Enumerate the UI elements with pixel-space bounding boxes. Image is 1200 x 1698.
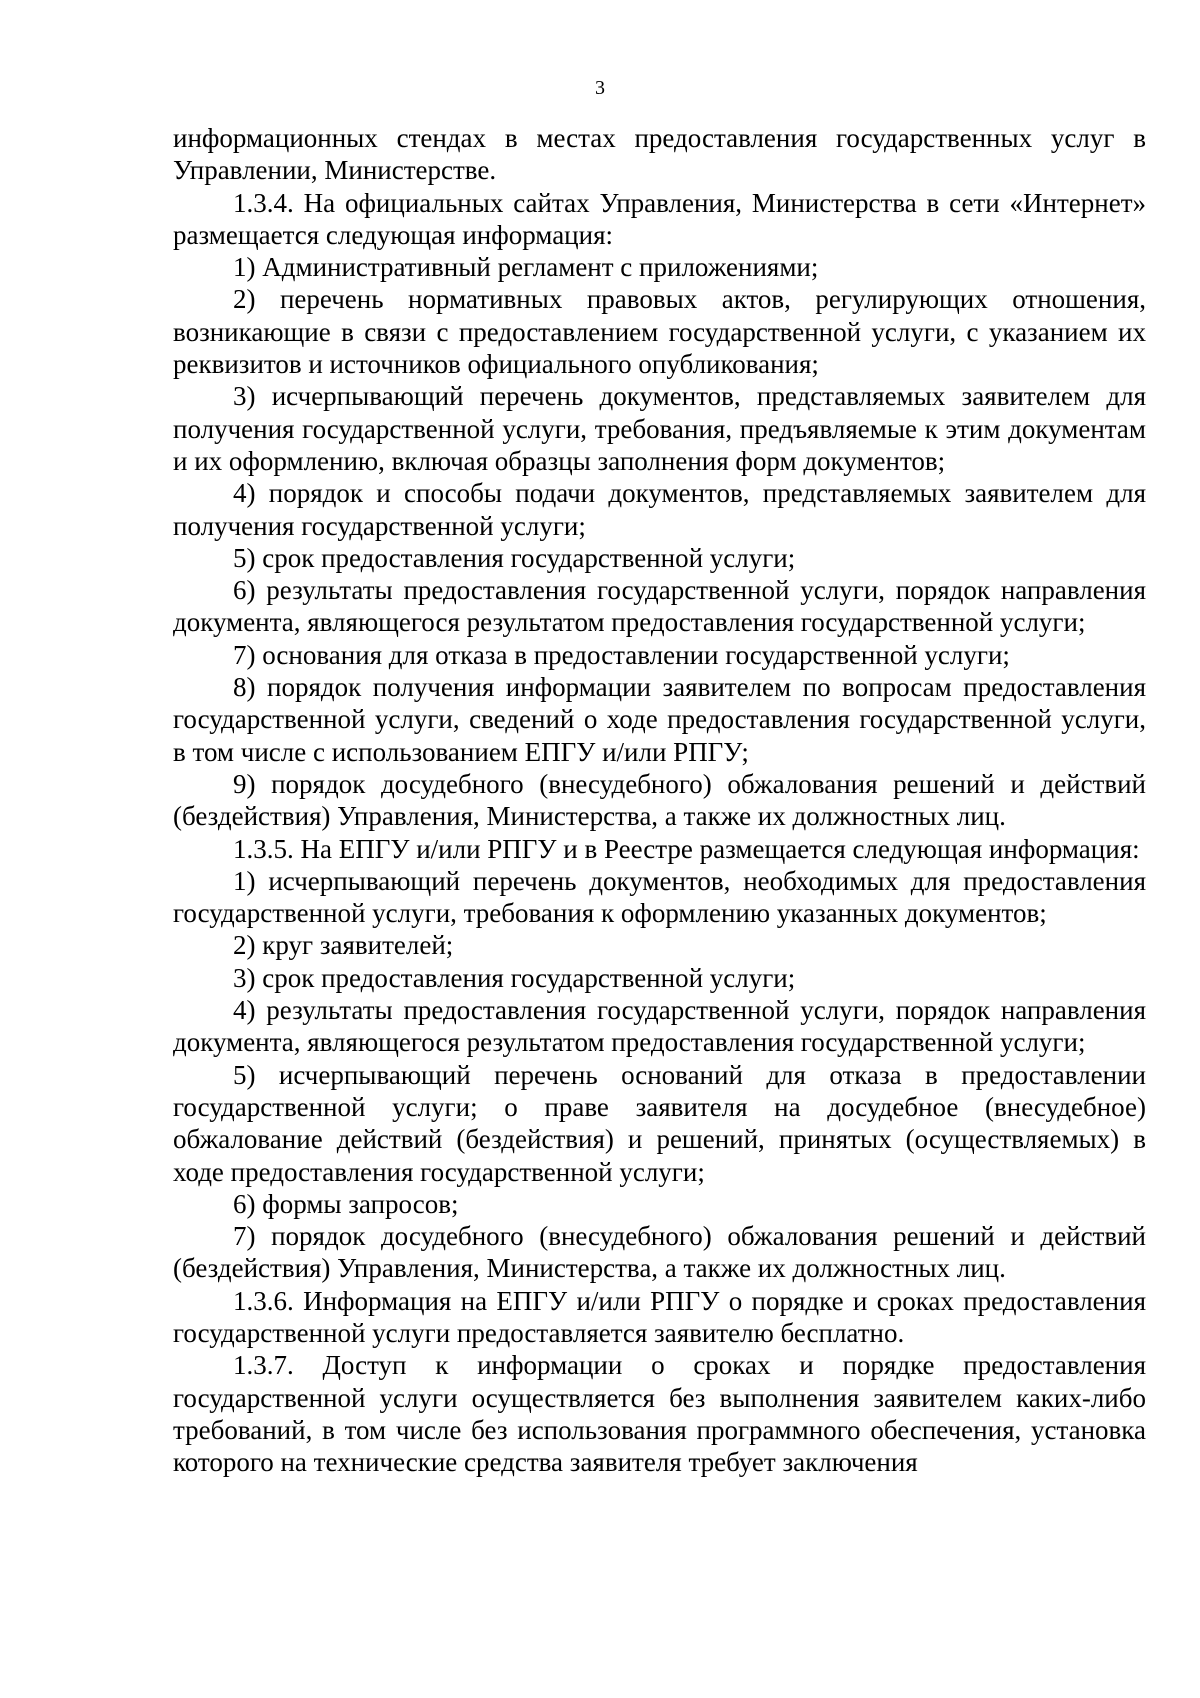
list-item: 3) срок предоставления государственной услуги; (233, 962, 796, 993)
list-item: 6) результаты предоставления государственной услуги, порядок направления документа, являющегося результатом предоставления государственной услуги; (173, 575, 1146, 638)
list-item: 2) круг заявителей; (233, 930, 454, 961)
section-1-3-7: 1.3.7. Доступ к информации о сроках и порядке предоставления государственной услуги осуществляется без выполнения заявителем каких-либо требований, в том числе без использования программного обеспечения, установка которого на технические средства заявителя требует заключения (173, 1350, 1146, 1478)
section-1-3-6: 1.3.6. Информация на ЕПГУ и/или РПГУ о порядке и сроках предоставления государственной услуги предоставляется заявителю бесплатно. (173, 1285, 1146, 1348)
list-item: 3) исчерпывающий перечень документов, представляемых заявителем для получения государственной услуги, требования, предъявляемые к этим документам и их оформлению, включая образцы заполнения форм документов; (173, 381, 1146, 476)
paragraph-continuation: информационных стендах в местах предоставления государственных услуг в Управлении, Министерстве. (173, 123, 1146, 186)
list-item: 1) исчерпывающий перечень документов, необходимых для предоставления государственной услуги, требования к оформлению указанных документов; (173, 865, 1146, 929)
list-item: 1) Административный регламент с приложениями; (233, 252, 819, 283)
list-item: 8) порядок получения информации заявителем по вопросам предоставления государственной услуги, сведений о ходе предоставления государственной услуги, в том числе с использованием ЕПГУ и/или РПГУ; (173, 672, 1146, 767)
section-1-3-5: 1.3.5. На ЕПГУ и/или РПГУ и в Реестре размещается следующая информация: (233, 833, 1140, 864)
page-number: 3 (595, 77, 605, 99)
list-item: 6) формы запросов; (233, 1188, 459, 1219)
list-item: 7) основания для отказа в предоставлении государственной услуги; (233, 639, 1010, 670)
list-item: 5) срок предоставления государственной услуги; (233, 542, 796, 573)
section-1-3-4: 1.3.4. На официальных сайтах Управления, Министерства в сети «Интернет» размещается следующая информация: (173, 187, 1146, 250)
list-item: 4) результаты предоставления государственной услуги, порядок направления документа, являющегося результатом предоставления государственной услуги; (173, 995, 1146, 1058)
document-body (173, 122, 1146, 1478)
list-item: 9) порядок досудебного (внесудебного) обжалования решений и действий (бездействия) Управления, Министерства, а также их должностных лиц. (173, 768, 1146, 832)
list-item: 2) перечень нормативных правовых актов, регулирующих отношения, возникающие в связи с предоставлением государственной услуги, с указанием их реквизитов и источников официального опубликования; (173, 284, 1146, 380)
list-item: 5) исчерпывающий перечень оснований для отказа в предоставлении государственной услуги; о праве заявителя на досудебное (внесудебное) обжалование действий (бездействия) и решений, принятых (осуществляемых) в ходе предоставления государственной услуги; (173, 1059, 1146, 1187)
list-item: 7) порядок досудебного (внесудебного) обжалования решений и действий (бездействия) Управления, Министерства, а также их должностных лиц. (173, 1221, 1146, 1284)
list-item: 4) порядок и способы подачи документов, представляемых заявителем для получения государственной услуги; (173, 478, 1146, 541)
